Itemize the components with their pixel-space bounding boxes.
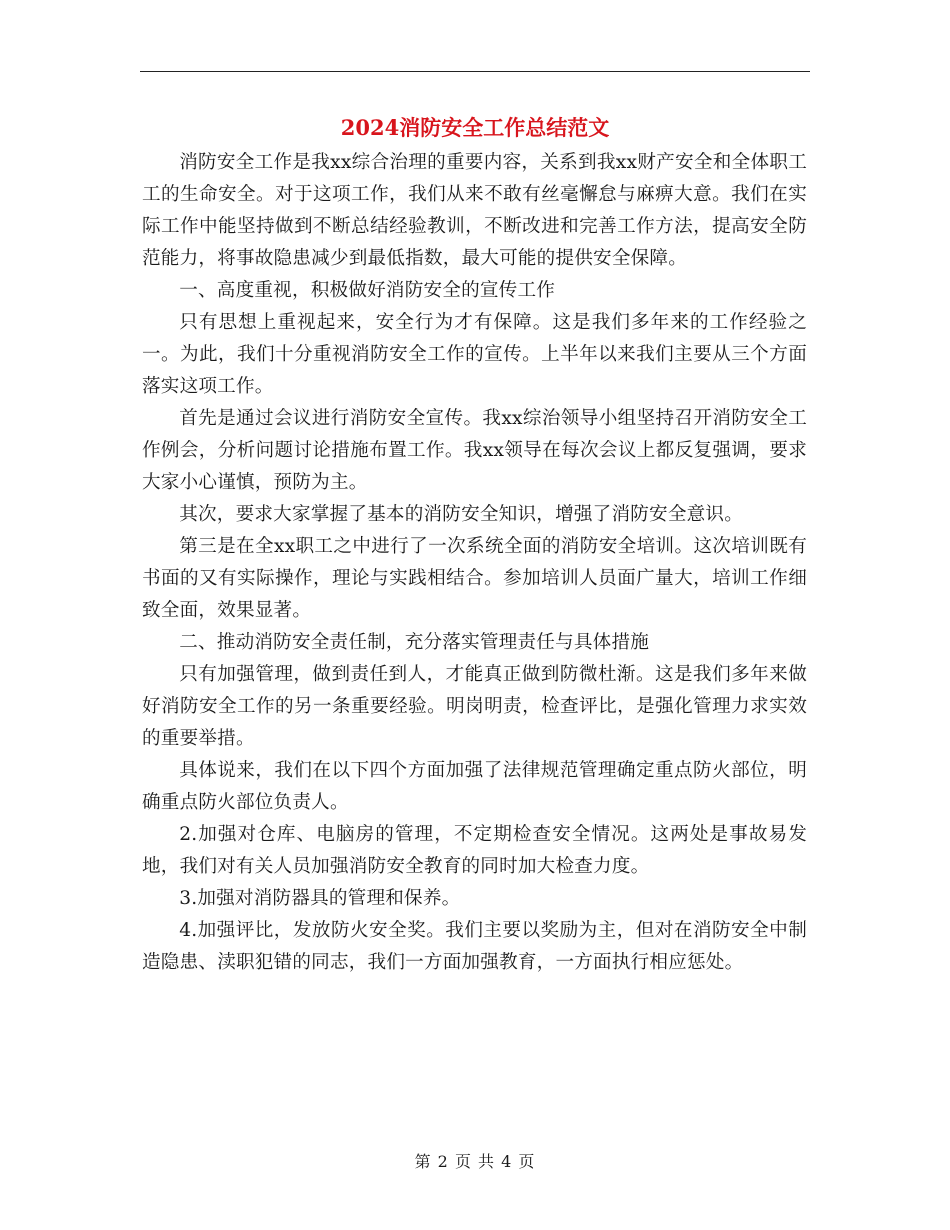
paragraph: 只有加强管理，做到责任到人，才能真正做到防微杜渐。这是我们多年来做好消防安全工作的另一条重要经验。明岗明责，检查评比，是强化管理力求实效的重要举措。: [142, 664, 807, 749]
paragraph: 只有思想上重视起来，安全行为才有保障。这是我们多年来的工作经验之一。为此，我们十分重视消防安全工作的宣传。上半年以来我们主要从三个方面落实这项工作。: [142, 312, 807, 397]
page-number: 第 2 页 共 4 页: [414, 1152, 536, 1171]
paragraph: 第三是在全xx职工之中进行了一次系统全面的消防安全培训。这次培训既有书面的又有实际操作，理论与实践相结合。参加培训人员面广量大，培训工作细致全面，效果显著。: [142, 536, 807, 621]
paragraph-intro: 消防安全工作是我xx综合治理的重要内容，关系到我xx财产安全和全体职工工的生命安全。对于这项工作，我们从来不敢有丝毫懈怠与麻痹大意。我们在实际工作中能坚持做到不断总结经验教训，不断改进和完善工作方法，提高安全防范能力，将事故隐患减少到最低指数，最大可能的提供安全保障。: [142, 152, 807, 269]
header-rule: [140, 71, 810, 72]
paragraph: 其次，要求大家掌握了基本的消防安全知识，增强了消防安全意识。: [179, 504, 744, 525]
paragraph: 首先是通过会议进行消防安全宣传。我xx综治领导小组坚持召开消防安全工作例会，分析问题讨论措施布置工作。我xx领导在每次会议上都反复强调，要求大家小心谨慎，预防为主。: [142, 408, 807, 493]
document-body: [142, 147, 807, 979]
section-heading-1: 一、高度重视，积极做好消防安全的宣传工作: [179, 280, 556, 301]
list-item: 3.加强对消防器具的管理和保养。: [179, 888, 461, 909]
list-item: 4.加强评比，发放防火安全奖。我们主要以奖励为主，但对在消防安全中制造隐患、渎职犯错的同志，我们一方面加强教育，一方面执行相应惩处。: [142, 920, 807, 973]
document-title: 2024消防安全工作总结范文: [340, 115, 610, 140]
section-heading-2: 二、推动消防安全责任制，充分落实管理责任与具体措施: [179, 632, 650, 653]
paragraph: 具体说来，我们在以下四个方面加强了法律规范管理确定重点防火部位，明确重点防火部位负责人。: [142, 760, 807, 813]
list-item: 2.加强对仓库、电脑房的管理，不定期检查安全情况。这两处是事故易发地，我们对有关人员加强消防安全教育的同时加大检查力度。: [142, 824, 807, 877]
